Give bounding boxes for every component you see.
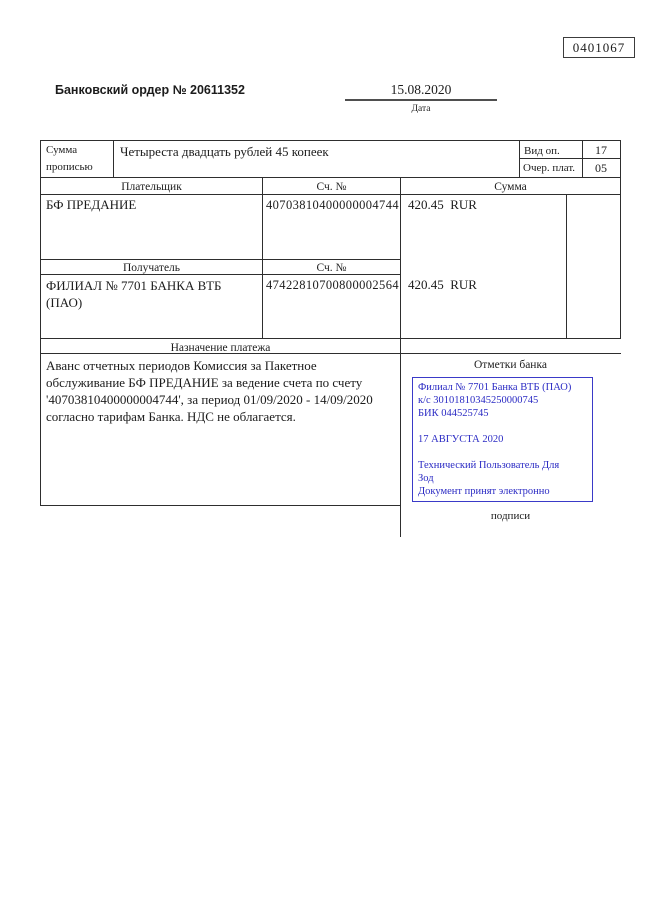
stamp-corr-account: к/с 30101810345250000745 [418, 395, 539, 406]
grid-line [262, 177, 263, 338]
op-type-label: Вид оп. [524, 145, 560, 157]
stamp-date: 17 АВГУСТА 2020 [418, 434, 504, 445]
payer-account-column-header: Сч. № [316, 181, 347, 193]
recipient-name: ФИЛИАЛ № 7701 БАНКА ВТБ (ПАО) [46, 278, 222, 310]
grid-line [40, 505, 401, 506]
grid-line [113, 140, 114, 177]
grid-line [519, 140, 520, 177]
payer-account: 40703810400000004744 [266, 198, 399, 212]
grid-line [40, 177, 621, 178]
bank-stamp [412, 377, 593, 502]
grid-line [566, 194, 567, 338]
recipient-account-column-header: Сч. № [316, 262, 347, 274]
date-label: Дата [411, 104, 431, 114]
payer-column-header: Плательщик [121, 181, 182, 193]
date-value: 15.08.2020 [345, 82, 497, 101]
recipient-column-header: Получатель [122, 262, 181, 274]
op-type-value: 17 [595, 143, 607, 157]
purpose-text: Аванс отчетных периодов Комиссия за Пакетное обслуживание БФ ПРЕДАНИЕ за ведение счета по счету '40703810400000004744', за период 01/09/2020 - 14/09/2020 согласно тарифам Банка. НДС не облагается. [46, 358, 373, 424]
grid-line [40, 140, 621, 141]
priority-label: Очер. плат. [523, 162, 576, 174]
date-field [345, 82, 497, 114]
recipient-account: 47422810700800002564 [266, 278, 399, 292]
payer-amount: 420.45 RUR [408, 197, 477, 212]
amount-words-label: Сумма прописью [46, 144, 93, 173]
amount-column-header: Сумма [494, 181, 527, 193]
stamp-bank-name: Филиал № 7701 Банка ВТБ (ПАО) [418, 382, 572, 393]
form-code: 0401067 [572, 39, 626, 55]
stamp-bik: БИК 044525745 [418, 408, 489, 419]
stamp-user-line1: Технический Пользователь Для [418, 460, 560, 471]
recipient-amount: 420.45 RUR [408, 277, 477, 292]
stamp-user-line2: Зод [418, 473, 434, 484]
form-code-box [563, 37, 635, 58]
priority-value: 05 [595, 161, 607, 175]
payer-name: БФ ПРЕДАНИЕ [46, 197, 137, 212]
grid-line [40, 338, 621, 339]
signatures-label: подписи [490, 510, 531, 522]
bank-marks-header: Отметки банка [474, 359, 547, 371]
amount-words-value: Четыреста двадцать рублей 45 копеек [120, 144, 329, 159]
document-title: Банковский ордер № 20611352 [55, 83, 245, 97]
purpose-header: Назначение платежа [170, 342, 271, 354]
grid-line [620, 140, 621, 338]
stamp-accepted-note: Документ принят электронно [418, 486, 550, 497]
